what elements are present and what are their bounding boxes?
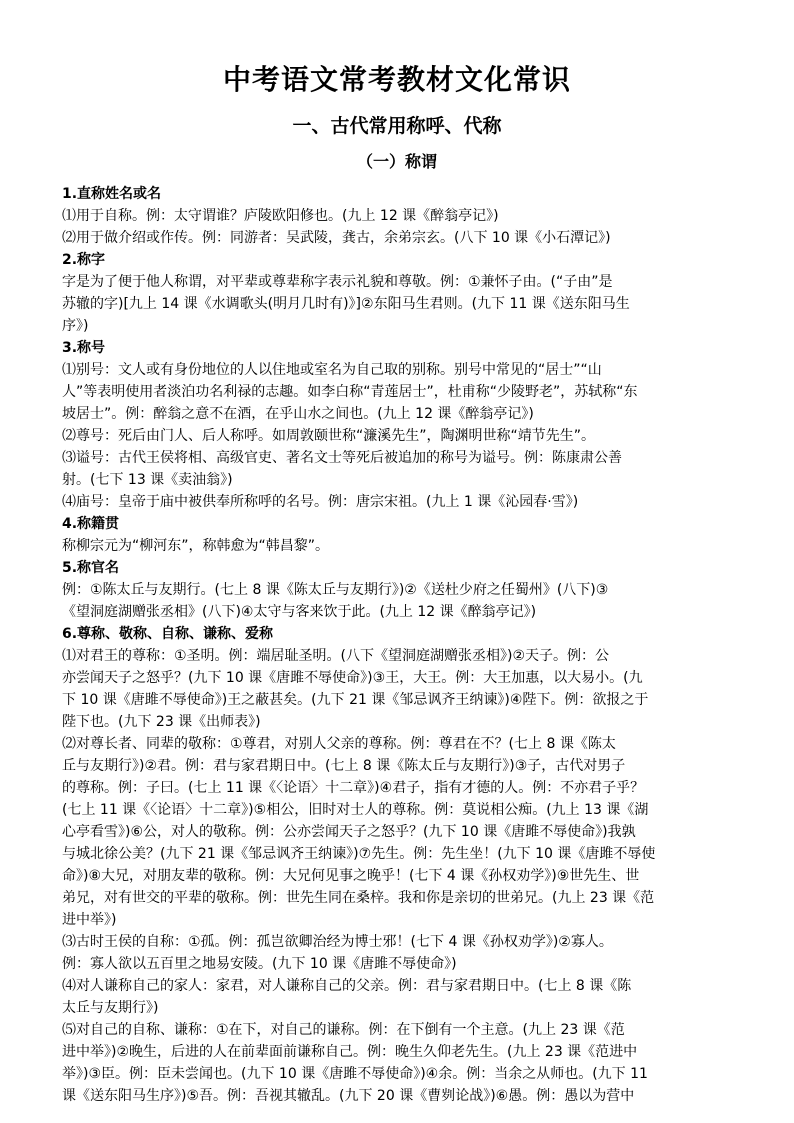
item-heading: 6.尊称、敬称、自称、谦称、爱称 bbox=[62, 626, 274, 642]
text-line: 苏辙的字)[九上 14 课《水调歌头(明月几时有)》]②东阳马生君则。(九下 11 课《送东阳马生 bbox=[62, 296, 630, 312]
item-heading: 1.直称姓名或名 bbox=[62, 186, 162, 202]
text-line: 命》)⑧大兄，对朋友辈的敬称。例：大兄何见事之晚乎！(七下 4 课《孙权劝学》)⑨世先生、世 bbox=[62, 868, 640, 884]
text-line: 丘与友期行》)②君。例：君与家君期日中。(七上 8 课《陈太丘与友期行》)③子，古代对男子 bbox=[62, 758, 626, 774]
text-line: 与城北徐公美？(九下 21 课《邹忌讽齐王纳谏》)⑦先生。例：先生坐！(九下 10 课《唐雎不辱使 bbox=[62, 846, 656, 862]
item-heading: 4.称籍贯 bbox=[62, 516, 120, 532]
document-title: 中考语文常考教材文化常识 bbox=[222, 63, 571, 96]
text-line: 《望洞庭湖赠张丞相》(八下)④太守与客来饮于此。(九上 12 课《醉翁亭记》) bbox=[62, 604, 537, 620]
text-line: 的尊称。例：子曰。(七上 11 课《〈论语〉十二章》)④君子，指有才德的人。例：不亦君子乎？ bbox=[62, 780, 645, 796]
text-line: ⑷庙号：皇帝于庙中被供奉所称呼的名号。例：唐宗宋祖。(九上 1 课《沁园春·雪》) bbox=[62, 494, 579, 510]
text-line: ⑸对自己的自称、谦称：①在下，对自己的谦称。例：在下倒有一个主意。(九上 23 课《范 bbox=[62, 1022, 625, 1038]
text-line: ⑴别号：文人或有身份地位的人以住地或室名为自己取的别称。别号中常见的“居士”“山 bbox=[62, 362, 602, 378]
text-line: 下 10 课《唐雎不辱使命》)王之蔽甚矣。(九下 21 课《邹忌讽齐王纳谏》)④陛下。例：欲报之于 bbox=[62, 692, 649, 708]
text-line: 举》)③臣。例：臣未尝闻也。(九下 10 课《唐雎不辱使命》)④余。例：当余之从师也。(九下 11 bbox=[62, 1066, 648, 1082]
subsection-heading: （一）称谓 bbox=[356, 152, 437, 171]
text-line: 太丘与友期行》) bbox=[62, 1000, 159, 1016]
section-heading: 一、古代常用称呼、代称 bbox=[292, 115, 502, 137]
text-line: 字是为了便于他人称谓，对平辈或尊辈称字表示礼貌和尊敬。例：①兼怀子由。(“子由”是 bbox=[62, 274, 613, 290]
item-heading: 3.称号 bbox=[62, 340, 106, 356]
text-line: ⑵对尊长者、同辈的敬称：①尊君，对别人父亲的尊称。例：尊君在不？(七上 8 课《陈太 bbox=[62, 736, 616, 752]
text-line: 例：①陈太丘与友期行。(七上 8 课《陈太丘与友期行》)②《送杜少府之任蜀州》(八下)③ bbox=[62, 582, 609, 598]
text-line: ⑴对君王的尊称：①圣明。例：端居耻圣明。(八下《望洞庭湖赠张丞相》)②天子。例：公 bbox=[62, 648, 610, 664]
text-line: ⑵用于做介绍或作传。例：同游者：吴武陵，龚古，余弟宗玄。(八下 10 课《小石潭记》) bbox=[62, 230, 611, 246]
text-line: 弟兄，对有世交的平辈的敬称。例：世先生同在桑梓。我和你是亲切的世弟兄。(九上 23 课《范 bbox=[62, 890, 655, 906]
text-line: 课《送东阳马生序》)⑤吾。例：吾视其辙乱。(九下 20 课《曹刿论战》)⑥愚。例：愚以为营中 bbox=[62, 1088, 635, 1104]
text-line: ⑴用于自称。例：太守谓谁？庐陵欧阳修也。(九上 12 课《醉翁亭记》) bbox=[62, 208, 499, 224]
text-line: 心亭看雪》)⑥公，对人的敬称。例：公亦尝闻天子之怒乎？(九下 10 课《唐雎不辱使命》)我孰 bbox=[62, 824, 636, 840]
item-heading: 2.称字 bbox=[62, 252, 106, 268]
text-line: ⑷对人谦称自己的家人：家君，对人谦称自己的父亲。例：君与家君期日中。(七上 8 课《陈 bbox=[62, 978, 632, 994]
text-line: 序》) bbox=[62, 318, 89, 334]
item-heading: 5.称官名 bbox=[62, 560, 120, 576]
text-line: 亦尝闻天子之怒乎？(九下 10 课《唐雎不辱使命》)③王，大王。例：大王加惠，以大易小。(九 bbox=[62, 670, 643, 686]
text-line: 例：寡人欲以五百里之地易安陵。(九下 10 课《唐雎不辱使命》) bbox=[62, 956, 457, 972]
text-line: 进中举》)②晚生，后进的人在前辈面前谦称自己。例：晚生久仰老先生。(九上 23 课《范进中 bbox=[62, 1044, 638, 1060]
text-line: 坡居士”。例：醉翁之意不在酒，在乎山水之间也。(九上 12 课《醉翁亭记》) bbox=[62, 406, 534, 422]
text-line: 进中举》) bbox=[62, 912, 117, 928]
text-line: 称柳宗元为“柳河东”，称韩愈为“韩昌黎”。 bbox=[62, 538, 330, 554]
text-line: ⑵尊号：死后由门人、后人称呼。如周敦颐世称“濂溪先生”，陶渊明世称“靖节先生”。 bbox=[62, 428, 596, 444]
text-line: 射。(七下 13 课《卖油翁》) bbox=[62, 472, 233, 488]
text-line: 人”等表明使用者淡泊功名利禄的志趣。如李白称“青莲居士”，杜甫称“少陵野老”，苏轼称“东 bbox=[62, 384, 638, 400]
text-line: 陛下也。(九下 23 课《出师表》) bbox=[62, 714, 261, 730]
text-line: ⑶谥号：古代王侯将相、高级官吏、著名文士等死后被追加的称号为谥号。例：陈康肃公善 bbox=[62, 450, 622, 466]
text-line: ⑶古时王侯的自称：①孤。例：孤岂欲卿治经为博士邪！(七下 4 课《孙权劝学》)②寡人。 bbox=[62, 934, 613, 950]
text-line: (七上 11 课《〈论语〉十二章》)⑤相公，旧时对士人的尊称。例：莫说相公痴。(九上 13 课《湖 bbox=[62, 802, 649, 818]
